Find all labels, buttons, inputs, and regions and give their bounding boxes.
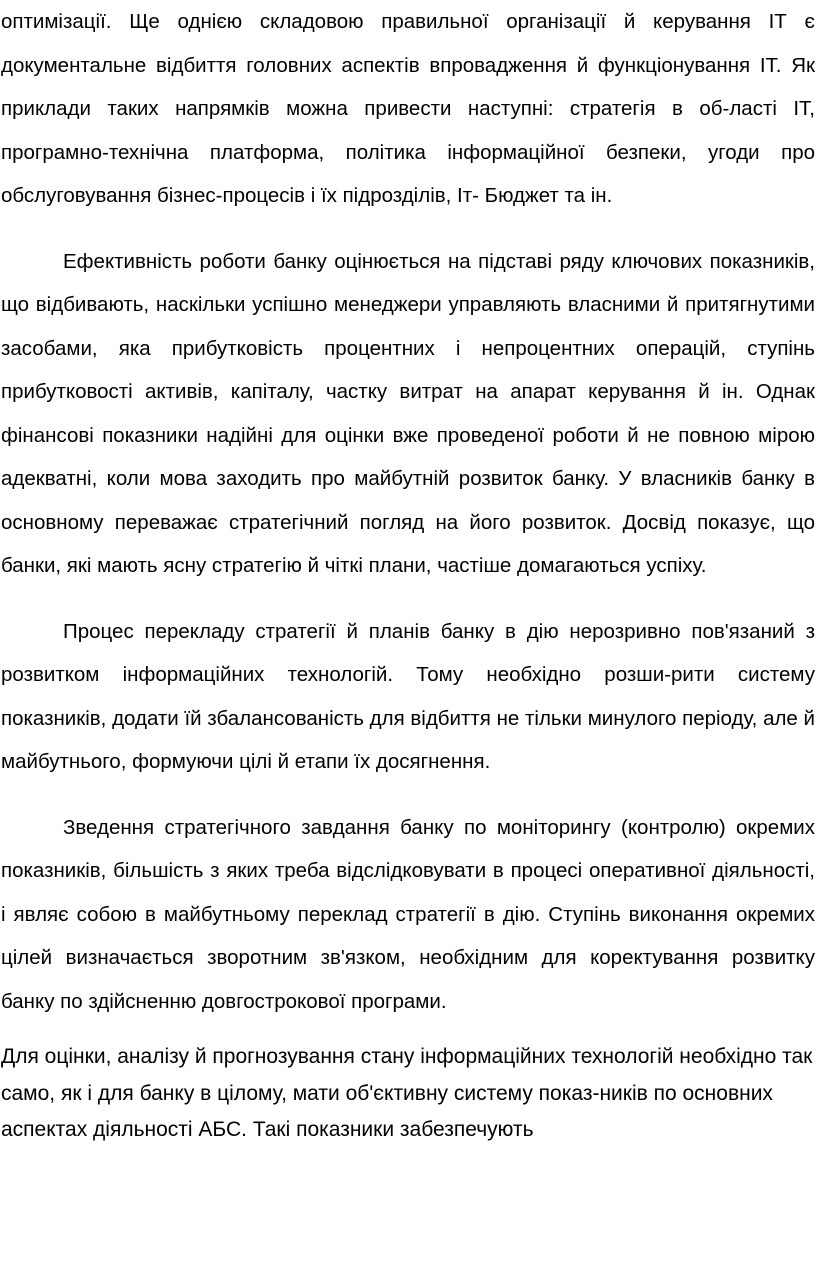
paragraph-bank-efficiency: Ефективність роботи банку оцінюється на підставі ряду ключових показників, що відбивають, наскільки успішно менеджери управляють власними й притягнутими засобами, яка прибутковість процентних і непроцентних операцій, ступінь прибутковості активів, капіталу, частку витрат на апарат керування й ін. Однак фінансові показники надійні для оцінки вже проведеної роботи й не повною мірою адекватні, коли мова заходить про майбутній розвиток банку. У власників банку в основному переважає стратегічний погляд на його розвиток. Досвід показує, що банки, які мають ясну стратегію й чіткі плани, частіше домагаються успіху. xyxy=(1,249,815,577)
paragraph-it-assessment: Для оцінки, аналізу й прогнозування стану інформаційних технологій необхідно так само, як і для банку в цілому, мати об'єктивну систему показ-ників по основних аспектах діяльності АБС. Такі показники забезпечують xyxy=(1,1045,813,1141)
paragraph-it-documentation: оптимізації. Ще однією складовою правильної організації й керування ІТ є документальне відбиття головних аспектів впровадження й функціонування ІТ. Як приклади таких напрямків можна привести наступні: стратегія в об-ласті ІТ, програмно-технічна платформа, політика інформаційної безпеки, угоди про обслуговування бізнес-процесів і їх підрозділів, Іт- Бюджет та ін. xyxy=(1,10,815,207)
paragraph-strategic-monitoring: Зведення стратегічного завдання банку по моніторингу (контролю) окремих показників, більшість з яких треба відслідковувати в процесі оперативної діяльності, і являє собою в майбутньому переклад стратегії в дію. Ступінь виконання окремих цілей визначається зворотним зв'язком, необхідним для коректування розвитку банку по здійсненню довгострокової програми. xyxy=(1,815,815,1013)
paragraph-strategy-translation: Процес перекладу стратегії й планів банку в дію нерозривно пов'язаний з розвитком інформаційних технологій. Тому необхідно розши-рити систему показників, додати їй збалансованість для відбиття не тільки минулого періоду, але й майбутнього, формуючи цілі й етапи їх досягнення. xyxy=(1,619,815,773)
